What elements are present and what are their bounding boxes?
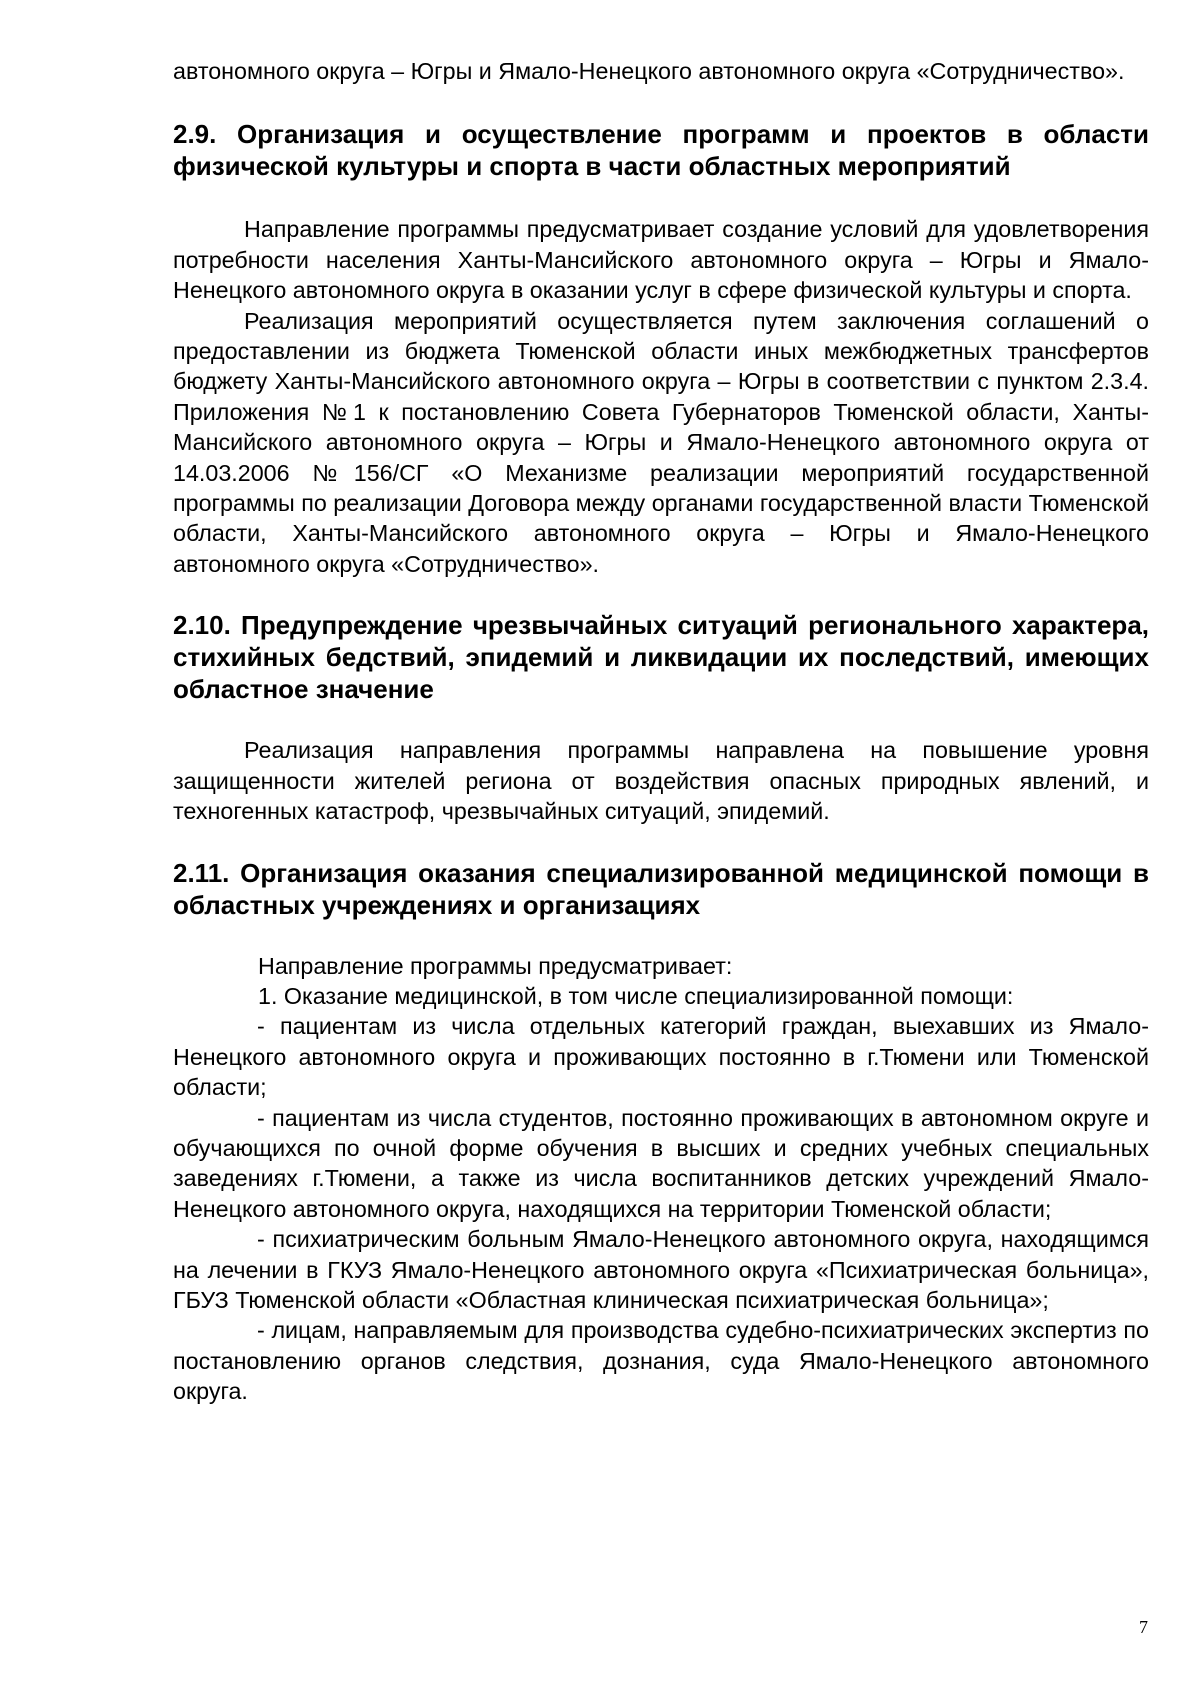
section-2-11-item-1: 1. Оказание медицинской, в том числе специализированной помощи:	[258, 982, 1014, 1009]
section-2-10-heading: 2.10. Предупреждение чрезвычайных ситуаций регионального характера, стихийных бедствий, эпидемий и ликвидации их последствий, имеющих областное значение	[173, 610, 1149, 705]
intro-paragraph: автономного округа – Югры и Ямало-Ненецкого автономного округа «Сотрудничество».	[173, 58, 1125, 84]
section-2-9-paragraph-1: Направление программы предусматривает создание условий для удовлетворения потребности населения Ханты-Мансийского автономного округа – Югры и Ямало-Ненецкого автономного округа в оказании услуг в сфере физической культуры и спорта.	[173, 216, 1149, 304]
section-2-11-dash-1: - пациентам из числа отдельных категорий граждан, выехавших из Ямало-Ненецкого автономного округа и проживающих постоянно в г.Тюмени или Тюменской области;	[173, 1013, 1149, 1101]
section-2-11-heading: 2.11. Организация оказания специализированной медицинской помощи в областных учреждениях и организациях	[173, 857, 1149, 920]
section-2-11-dash-4: - лицам, направляемым для производства судебно-психиатрических экспертиз по постановлению органов следствия, дознания, суда Ямало-Ненецкого автономного округа.	[173, 1317, 1149, 1405]
section-2-11-dash-3: - психиатрическим больным Ямало-Ненецкого автономного округа, находящимся на лечении в ГКУЗ Ямало-Ненецкого автономного округа «Психиатрическая больница», ГБУЗ Тюменской области «Областная клиническая психиатрическая больница»;	[173, 1226, 1149, 1313]
section-2-11-lead: Направление программы предусматривает:	[258, 952, 733, 979]
section-2-9-heading: 2.9. Организация и осуществление программ и проектов в области физической культуры и спорта в части областных мероприятий	[173, 119, 1149, 182]
section-2-10-paragraph-1: Реализация направления программы направлена на повышение уровня защищенности жителей региона от воздействия опасных природных явлений, и техногенных катастроф, чрезвычайных ситуаций, эпидемий.	[173, 737, 1149, 825]
document-page	[173, 56, 1149, 1407]
page-number: 7	[1139, 1617, 1148, 1637]
section-2-11-dash-2: - пациентам из числа студентов, постоянно проживающих в автономном округе и обучающихся по очной форме обучения в высших и средних учебных специальных заведениях г.Тюмени, а также из числа воспитанников детских учреждений Ямало-Ненецкого автономного округа, находящихся на территории Тюменской области;	[173, 1104, 1149, 1222]
section-2-9-paragraph-2: Реализация мероприятий осуществляется путем заключения соглашений о предоставлении из бюджета Тюменской области иных межбюджетных трансфертов бюджету Ханты-Мансийского автономного округа – Югры в соответствии с пунктом 2.3.4. Приложения №1 к постановлению Совета Губернаторов Тюменской области, Ханты-Мансийского автономного округа – Югры и Ямало-Ненецкого автономного округа от 14.03.2006 №156/СГ «О Механизме реализации мероприятий государственной программы по реализации Договора между органами государственной власти Тюменской области, Ханты-Мансийского автономного округа – Югры и Ямало-Ненецкого автономного округа «Сотрудничество».	[173, 307, 1149, 577]
